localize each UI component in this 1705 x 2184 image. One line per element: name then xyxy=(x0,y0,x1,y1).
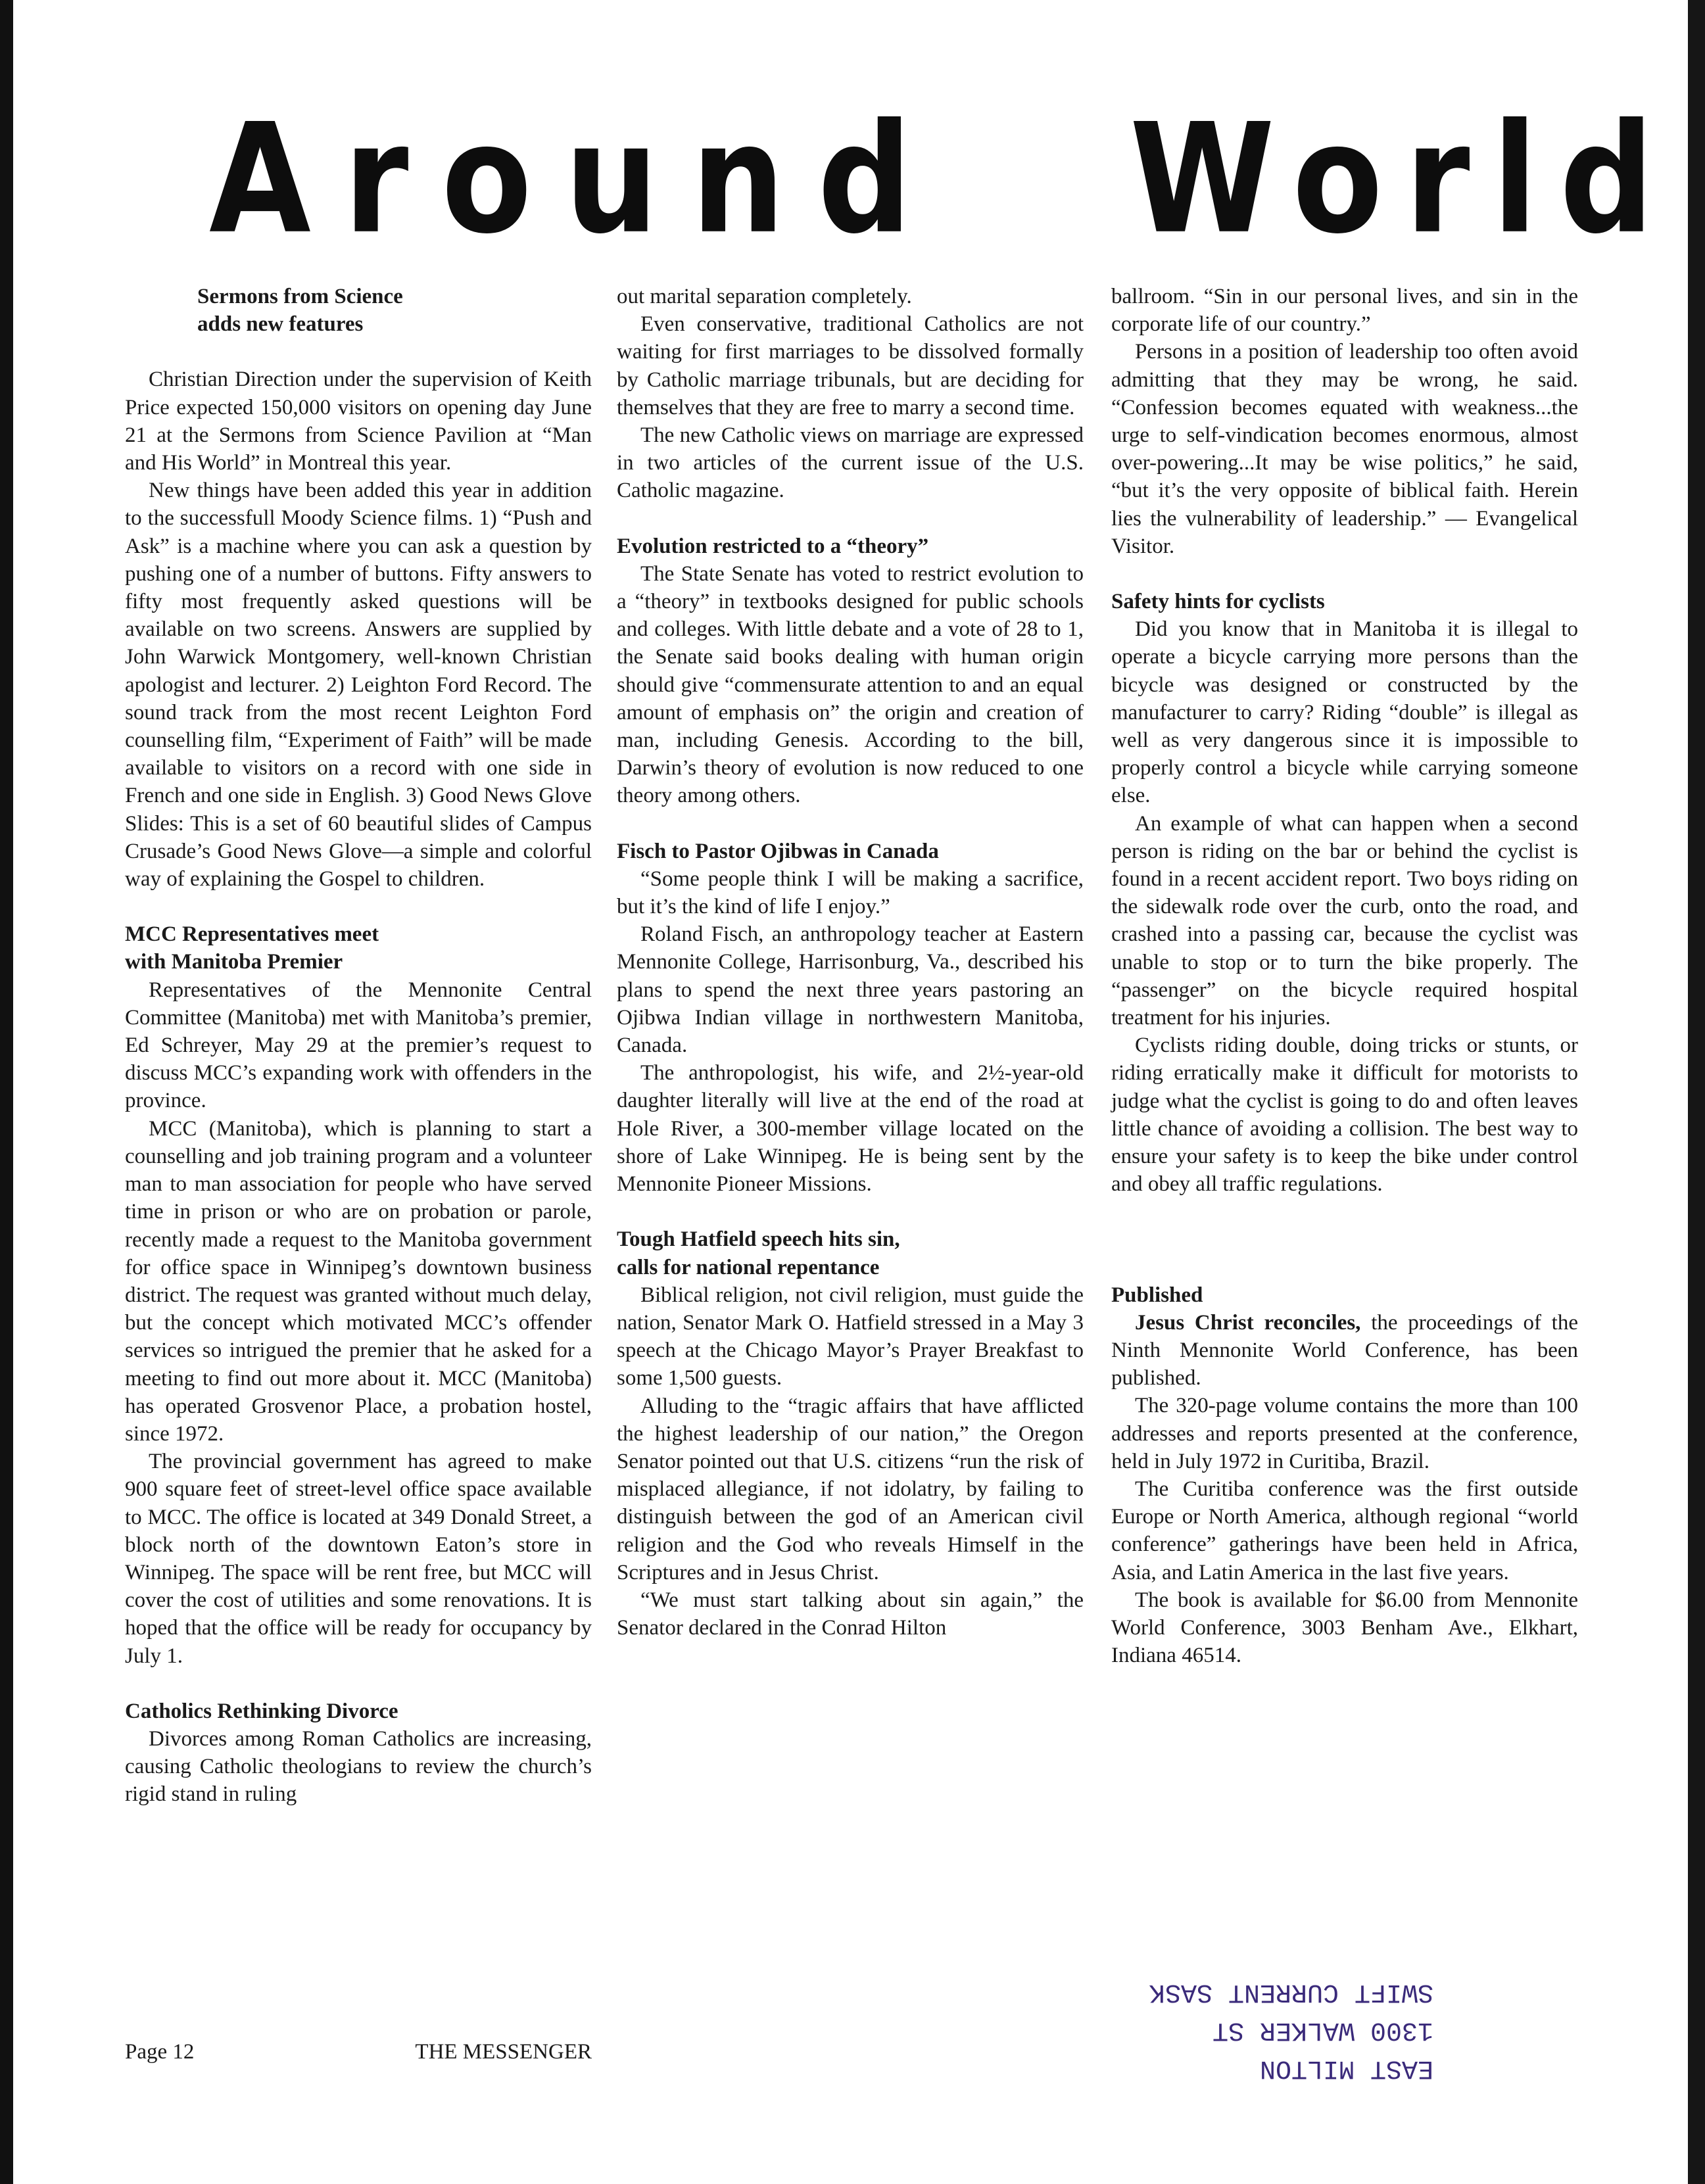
paragraph: New things have been added this year in addition to the successfull Moody Science films. 1) “Push and Ask” is a machine where you can ask a question by pushing one of a number of buttons. Fifty answers to fifty most frequently asked questions will be available on two screens. Answers are supplied by John Warwick Montgomery, well-known Christian apologist and lecturer. 2) Leighton Ford Record. The sound track from the most recent Leighton Ford counselling film, “Experiment of Faith” will be made available to visitors on a record with one side in French and one side in English. 3) Good News Glove Slides: This is a set of 60 beautiful slides of Campus Crusade’s Good News Glove—a simple and colorful way of explaining the Gospel to children. xyxy=(125,479,592,891)
paragraph: “Some people think I will be making a sacrifice, but it’s the kind of life I enjoy.” xyxy=(617,866,1084,919)
article-title: MCC Representatives meet xyxy=(125,922,379,947)
paragraph: Biblical religion, not civil religion, must guide the nation, Senator Mark O. Hatfield stressed in a May 3 speech at the Chicago Mayor’s Prayer Breakfast to some 1,500 guests. xyxy=(617,1283,1084,1390)
article-title: Published xyxy=(1111,1283,1203,1307)
article-title: Evolution restricted to a “theory” xyxy=(617,534,929,558)
stamp-line: 1300 WALKER ST xyxy=(1212,2015,1433,2045)
paragraph: Roland Fisch, an anthropology teacher at Eastern Mennonite College, Harrisonburg, Va., described his plans to spend the next three years pastoring an Ojibwa Indian village in northwestern Manitoba, Canada. xyxy=(617,922,1084,1058)
page-footer xyxy=(125,2038,592,2066)
paragraph: Even conservative, traditional Catholics are not waiting for first marriages to be dissolved formally by Catholic marriage tribunals, but are deciding for themselves that they are free to marry a second time. xyxy=(617,312,1084,419)
headline-around: Around xyxy=(209,91,945,268)
article-title: Safety hints for cyclists xyxy=(1111,590,1325,614)
column-3 xyxy=(1111,283,1578,1669)
paragraph: The book is available for $6.00 from Mennonite World Conference, 3003 Benham Ave., Elkhart, Indiana 46514. xyxy=(1111,1588,1578,1668)
paragraph: Cyclists riding double, doing tricks or stunts, or riding erratically make it difficult for motorists to judge what the cyclist is going to do and often leaves little chance of avoiding a collision. The best way to ensure your safety is to keep the bike under control and obey all traffic regulations. xyxy=(1111,1033,1578,1197)
paragraph xyxy=(1111,1309,1578,1392)
paragraph: The anthropologist, his wife, and 2½-year-old daughter literally will live at the end of the road at Hole River, a 300-member village located on the shore of Lake Winnipeg. He is being sent by the Mennonite Pioneer Missions. xyxy=(617,1061,1084,1197)
publication-name: THE MESSENGER xyxy=(415,2040,592,2064)
paragraph: Divorces among Roman Catholics are increasing, causing Catholic theologians to review the church’s rigid stand in ruling xyxy=(125,1726,592,1807)
paragraph: Did you know that in Manitoba it is illegal to operate a bicycle carrying more persons than the bicycle was designed or constructed by the manufacturer to carry? Riding “double” is illegal as well as very dangerous since it is impossible to properly control a bicycle while carrying someone else. xyxy=(1111,617,1578,808)
stamp-line: EAST MILTON xyxy=(1259,2053,1433,2083)
paragraph: out marital separation completely. xyxy=(617,285,912,308)
paragraph: The new Catholic views on marriage are expressed in two articles of the current issue of the U.S. Catholic magazine. xyxy=(617,423,1084,503)
paragraph: Persons in a position of leadership too often avoid admitting that they may be wrong, he said. “Confession becomes equated with weakness...the urge to self-vindication becomes enormous, almost over-powering...It may be wise politics,” he said, “but it’s the very opposite of biblical faith. Herein lies the vulnerability of leadership.” — Evangelical Visitor. xyxy=(1111,340,1578,558)
paragraph: MCC (Manitoba), which is planning to start a counselling and job training program and a volunteer man to man association for people who have served time in prison or who are on probation or parole, recently made a request to the Manitoba government for office space in Winnipeg’s downtown business district. The request was granted without much delay, but the concept which motivated MCC’s offender services so intrigued the premier that he asked for a meeting to find out more about it. MCC (Manitoba) has operated Grosvenor Place, a probation hostel, since 1972. xyxy=(125,1116,592,1446)
column-1 xyxy=(125,283,592,1809)
stamp-line: SWIFT CURRENT SASK xyxy=(1149,1977,1433,2006)
page-number: Page 12 xyxy=(125,2040,195,2064)
headline-world: World xyxy=(1130,91,1677,268)
column-2 xyxy=(617,283,1084,1642)
paragraph: Christian Direction under the supervision of Keith Price expected 150,000 visitors on opening day June 21 at the Sermons from Science Pavilion at “Man and His World” in Montreal this year. xyxy=(125,368,592,475)
article-title: Sermons from Science xyxy=(197,285,403,308)
paragraph: Alluding to the “tragic affairs that have afflicted the highest leadership of our nation,” the Oregon Senator pointed out that U.S. citizens “run the risk of misplaced allegiance, if not idolatry, by failing to distinguish between the god of an American civil religion and the God who reveals Himself in the Scriptures and in Jesus Christ. xyxy=(617,1394,1084,1584)
paragraph: The provincial government has agreed to make 900 square feet of street-level office space available to MCC. The office is located at 349 Donald Street, a block north of the downtown Eaton’s store in Winnipeg. The space will be rent free, but MCC will cover the cost of utilities and some renovations. It is hoped that the office will be ready for occupancy by July 1. xyxy=(125,1450,592,1668)
paragraph: “We must start talking about sin again,” the Senator declared in the Conrad Hilton xyxy=(617,1588,1084,1640)
article-title: adds new features xyxy=(197,312,364,337)
article-title: Fisch to Pastor Ojibwas in Canada xyxy=(617,839,939,863)
address-stamp xyxy=(1092,1972,1433,2087)
paragraph: The State Senate has voted to restrict evolution to a “theory” in textbooks designed for public schools and colleges. With little debate and a vote of 28 to 1, the Senate said books dealing with human origin should give “commensurate attention to and an equal amount of emphasis on” the origin and creation of man, including Genesis. According to the bill, Darwin’s theory of evolution is now reduced to one theory among others. xyxy=(617,561,1084,808)
scan-edge-left xyxy=(0,0,13,2184)
paragraph: The Curitiba conference was the first outside Europe or North America, although regional “world conference” gatherings have been held in Africa, Asia, and Latin America in the last five years. xyxy=(1111,1477,1578,1584)
scan-edge-right xyxy=(1688,0,1705,2184)
paragraph-text: the proceedings of the Ninth Mennonite World Conference, has been published. xyxy=(1111,1310,1578,1390)
article-title: calls for national repentance xyxy=(617,1255,880,1279)
paragraph: Representatives of the Mennonite Central Committee (Manitoba) met with Manitoba’s premier, Ed Schreyer, May 29 at the premier’s request to discuss MCC’s expanding work with offenders in the province. xyxy=(125,978,592,1113)
article-title: with Manitoba Premier xyxy=(125,950,343,974)
article-title: Catholics Rethinking Divorce xyxy=(125,1699,398,1723)
paragraph: ballroom. “Sin in our personal lives, and sin in the corporate life of our country.” xyxy=(1111,285,1578,337)
book-title: Jesus Christ reconciles, xyxy=(1135,1310,1361,1335)
paragraph: The 320-page volume contains the more than 100 addresses and reports presented at the conference, held in July 1972 in Curitiba, Brazil. xyxy=(1111,1394,1578,1473)
paragraph: An example of what can happen when a second person is riding on the bar or behind the cyclist is found in a recent accident report. Two boys riding on the sidewalk rode over the curb, onto the road, and crashed into a passing car, because the cyclist was unable to stop or to turn the bike properly. The “passenger” on the bicycle required hospital treatment for his injuries. xyxy=(1111,811,1578,1030)
article-title: Tough Hatfield speech hits sin, xyxy=(617,1227,900,1252)
